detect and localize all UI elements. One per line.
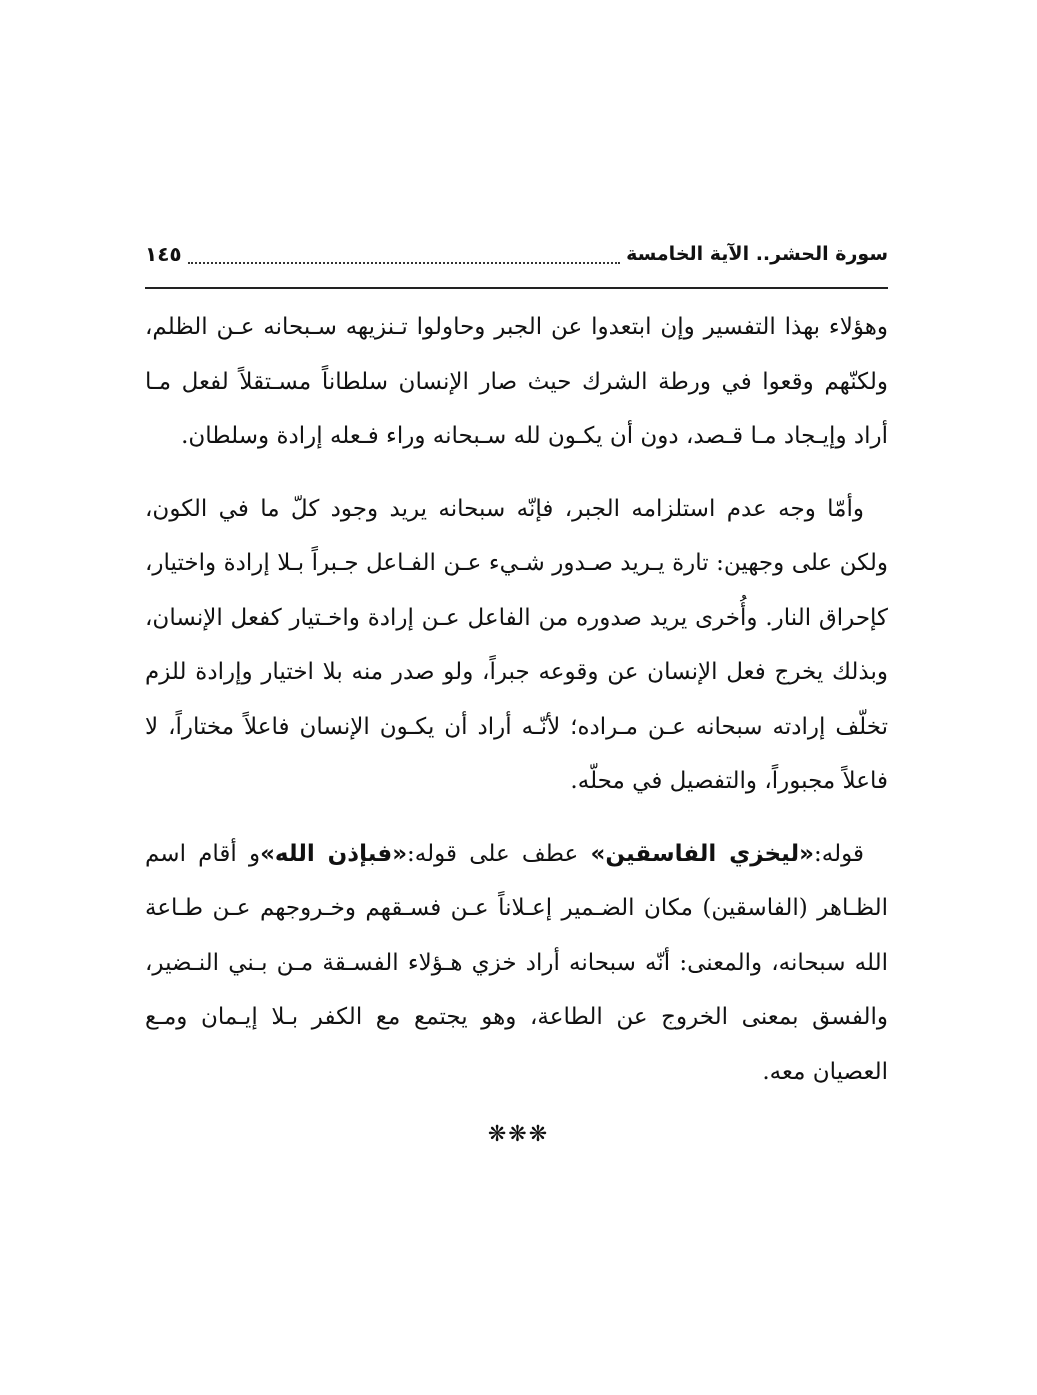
section-separator: ❋❋❋ bbox=[487, 1122, 550, 1147]
paragraph-3 bbox=[145, 827, 888, 1100]
leader-dots bbox=[188, 254, 620, 264]
paragraph-3-prefix: قوله: bbox=[814, 840, 864, 867]
header-rule bbox=[145, 287, 888, 289]
page-header bbox=[145, 238, 888, 270]
paragraph-3-rest: و أقام اسم الظـاهر (الفاسقين) مكان الضـمير إعـلاناً عـن فسـقهم وخـروجهم عـن طـاعة الله سبحانه، والمعنى: أنّه سبحانه أراد خزي هـؤلاء الفسـقة مـن بـني النـضير، والفسق بمعنى الخروج عن الطاعة، وهو يجتمع مع الكفر بـلا إيـمان ومـع العصيان معه. bbox=[145, 840, 888, 1085]
page-number: ١٤٥ bbox=[145, 242, 182, 266]
paragraph-3-middle: عطف على قوله: bbox=[407, 840, 591, 867]
paragraph-2: وأمّا وجه عدم استلزامه الجبر، فإنّه سبحانه يريد وجود كلّ ما في الكون، ولكن على وجهين: تارة يـريد صـدور شـيء عـن الفـاعل جـبراً بـلا إرادة واختيار، كإحراق النار. وأُخرى يريد صدوره من الفاعل عـن إرادة واخـتيار كفعل الإنسان، وبذلك يخرج فعل الإنسان عن وقوعه جبراً، ولو صدر منه بلا اختيار وإرادة للزم تخلّف إرادته سبحانه عـن مـراده؛ لأنّـه أراد أن يكـون الإنسان فاعلاً مختاراً، لا فاعلاً مجبوراً، والتفصيل في محلّه. bbox=[145, 495, 888, 794]
paragraph-1: وهؤلاء بهذا التفسير وإن ابتعدوا عن الجبر وحاولوا تـنزيهه سـبحانه عـن الظلم، ولكنّهم وقعوا في ورطة الشرك حيث صار الإنسان سلطاناً مسـتقلاً لفعل مـا أراد وإيـجاد مـا قـصد، دون أن يكـون لله سـبحانه وراء فـعله إرادة وسلطان. bbox=[145, 314, 888, 449]
quranic-quote-1: «ليخزي الفاسقين» bbox=[590, 840, 815, 867]
running-title: سورة الحشر.. الآية الخامسة bbox=[626, 243, 888, 265]
quranic-quote-2: «فبإذن الله» bbox=[260, 840, 408, 867]
body-text bbox=[145, 300, 888, 1117]
